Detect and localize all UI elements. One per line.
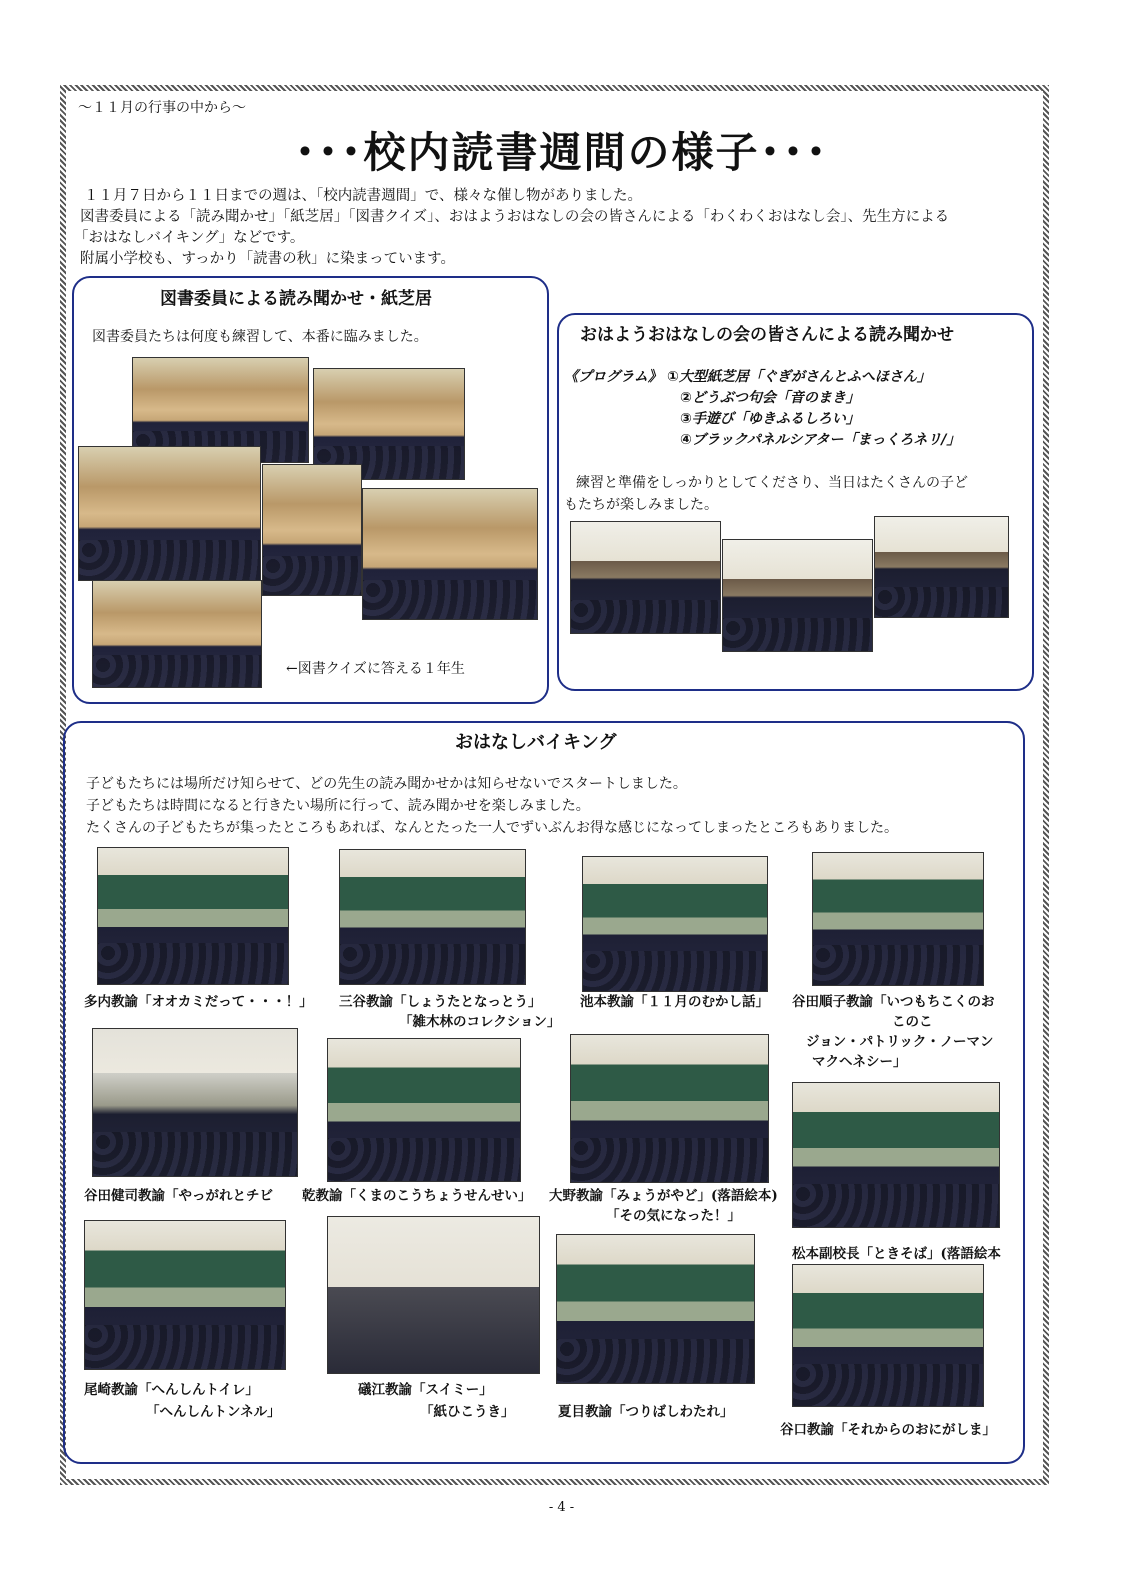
- photo: [92, 1028, 298, 1177]
- photo-caption: マクヘネシー」: [812, 1054, 907, 1070]
- section-text: 子どもたちは時間になると行きたい場所に行って、読み聞かせを楽しみました。: [86, 798, 590, 814]
- photo: [792, 1082, 1000, 1228]
- section-text: 練習と準備をしっかりとしてくださり、当日はたくさんの子ど: [576, 475, 968, 491]
- photo: [792, 1264, 984, 1407]
- photo-caption: 「へんしんトンネル」: [146, 1404, 281, 1420]
- photo-caption: 三谷教諭「しょうたとなっとう」: [339, 994, 542, 1010]
- photo-caption: 多内教諭「オオカミだって・・・！」: [84, 994, 313, 1010]
- photo: [262, 464, 362, 596]
- photo: [874, 516, 1009, 618]
- section-title: おはなしバイキング: [455, 732, 617, 753]
- program-item: ①大型紙芝居「ぐぎがさんとふへほさん」: [667, 369, 931, 385]
- photo-caption: 「その気になった！」: [606, 1208, 741, 1224]
- event-subtitle: ～１１月の行事の中から～: [78, 100, 246, 116]
- photo-caption: 乾教諭「くまのこうちょうせんせい」: [302, 1188, 532, 1204]
- photo: [84, 1220, 286, 1370]
- photo-caption: 谷田順子教諭「いつもちこくのお: [792, 994, 995, 1010]
- intro-line: 図書委員による「読み聞かせ」「紙芝居」「図書クイズ」、おはようおはなしの会の皆さんによる「わくわくおはなし会」、先生方による: [80, 209, 950, 225]
- photo: [327, 1038, 521, 1182]
- photo: [327, 1216, 540, 1374]
- section-text: もたちが楽しみました。: [564, 497, 718, 513]
- photo: [339, 849, 526, 985]
- photo: [92, 580, 262, 688]
- photo-caption: 松本副校長「ときそば」(落語絵本: [792, 1246, 1001, 1262]
- photo: [362, 488, 538, 620]
- photo: [570, 521, 721, 634]
- section-text: 図書委員たちは何度も練習して、本番に臨みました。: [92, 329, 428, 345]
- photo-caption: 大野教諭「みょうがやど」(落語絵本): [549, 1188, 778, 1204]
- photo: [812, 852, 984, 986]
- program-item: ③手遊び「ゆきふるしろい」: [680, 411, 860, 427]
- program-label: 《プログラム》: [564, 369, 662, 385]
- photo-caption: ジョン・パトリック・ノーマン: [806, 1034, 994, 1050]
- photo-caption: 礒江教諭「スイミー」: [358, 1382, 493, 1398]
- intro-line: １１月７日から１１日までの週は、「校内読書週間」で、様々な催し物がありました。: [84, 188, 642, 204]
- photo: [570, 1034, 769, 1183]
- photo-caption: 「紙ひこうき」: [420, 1404, 515, 1420]
- photo-caption: 「雑木林のコレクション」: [399, 1014, 561, 1030]
- page-title: ･･･校内読書週間の様子･･･: [294, 128, 829, 177]
- photo: [97, 847, 289, 985]
- photo-caption: 池本教諭「１１月のむかし話」: [580, 994, 769, 1010]
- photo-caption: 谷田健司教諭「やっがれとチビ: [84, 1188, 273, 1204]
- photo: [722, 539, 873, 652]
- program-item: ④ブラックパネルシアター「まっくろネリ/」: [680, 432, 961, 448]
- intro-text: [74, 186, 1049, 270]
- quiz-caption: ←図書クイズに答える１年生: [286, 661, 465, 677]
- section-title: 図書委員による読み聞かせ・紙芝居: [160, 289, 432, 309]
- photo: [556, 1234, 755, 1384]
- photo: [582, 856, 768, 992]
- photo-caption: このこ: [892, 1014, 933, 1030]
- page-number: - 4 -: [548, 1500, 575, 1515]
- photo-caption: 夏目教諭「つりばしわたれ」: [558, 1404, 734, 1420]
- section-text: たくさんの子どもたちが集ったところもあれば、なんとたった一人でずいぶんお得な感じになってしまったところもありました。: [86, 820, 898, 836]
- photo-caption: 尾崎教諭「へんしんトイレ」: [84, 1382, 259, 1398]
- intro-line: 「おはなしバイキング」などです。: [74, 230, 305, 246]
- photo: [78, 446, 261, 581]
- program-item: ②どうぶつ句会「音のまき」: [680, 390, 860, 406]
- section-title: おはようおはなしの会の皆さんによる読み聞かせ: [580, 325, 954, 345]
- photo-caption: 谷口教諭「それからのおにがしま」: [780, 1422, 996, 1438]
- section-text: 子どもたちには場所だけ知らせて、どの先生の読み聞かせかは知らせないでスタートしました。: [86, 776, 687, 792]
- intro-line: 附属小学校も、すっかり「読書の秋」に染まっています。: [80, 251, 455, 267]
